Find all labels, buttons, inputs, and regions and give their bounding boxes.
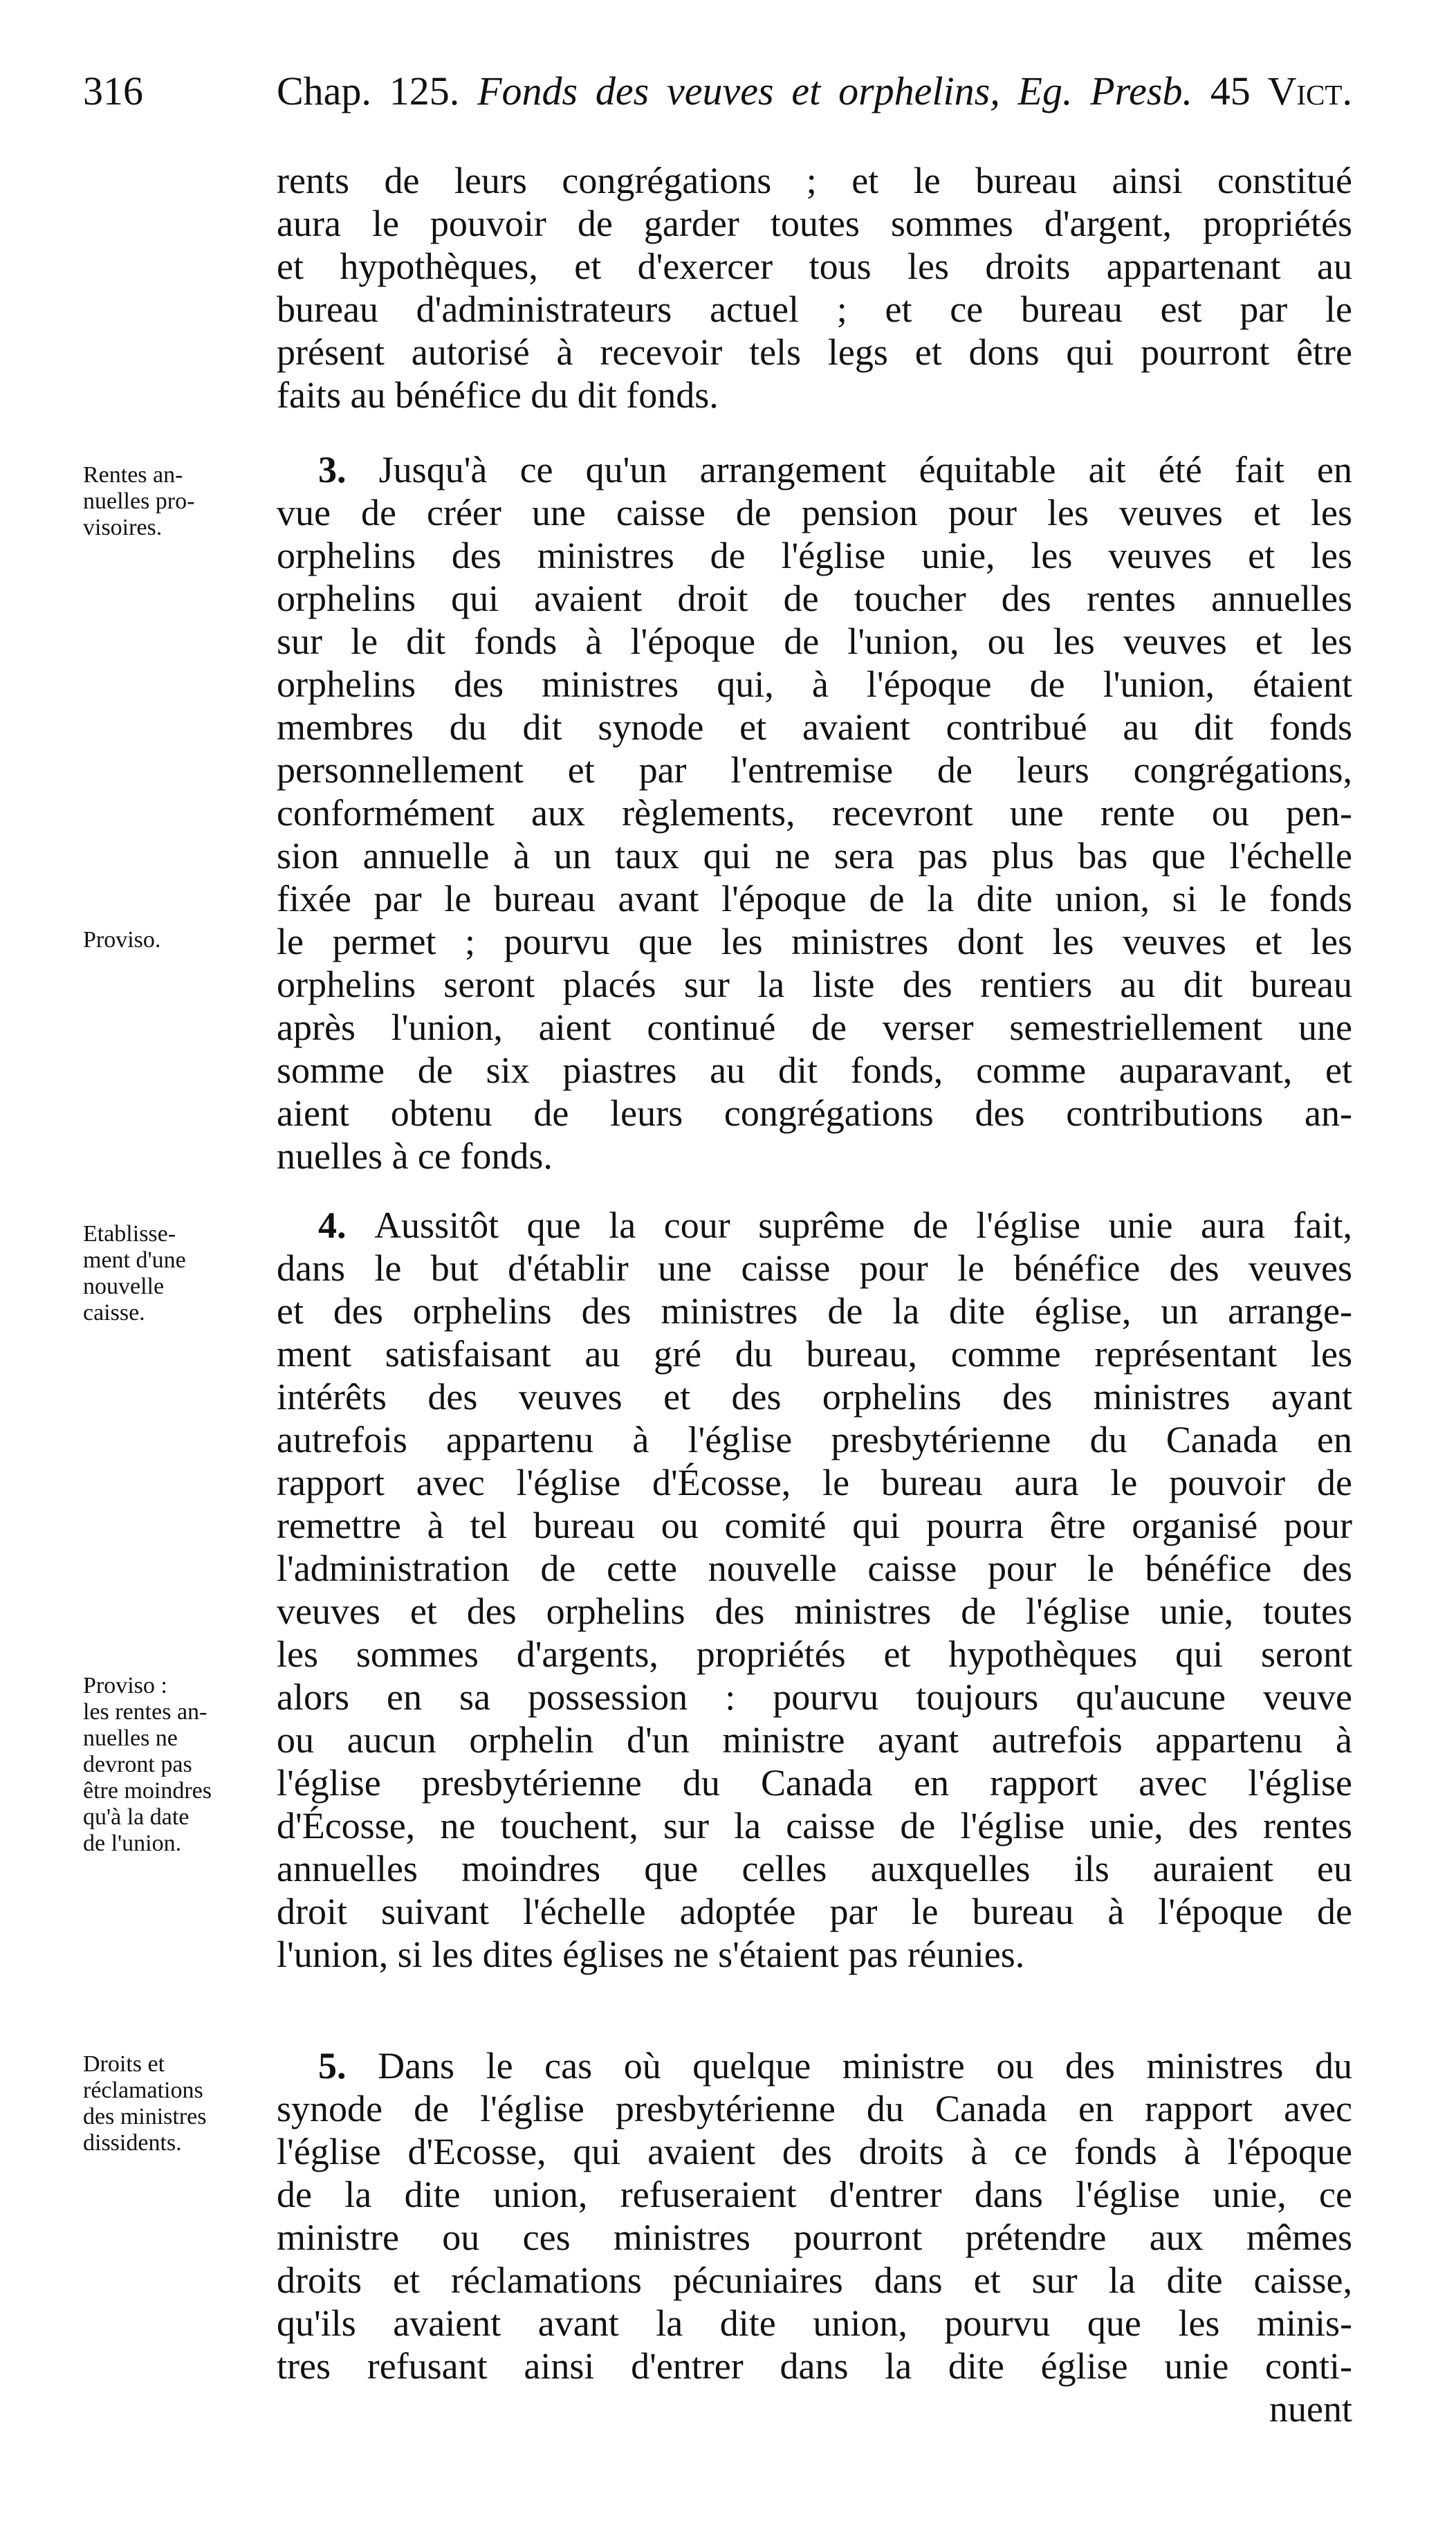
text-line: orphelins seront placés sur la liste des rentiers au dit bureau	[277, 964, 1352, 1005]
margin-note-line: être moindres	[83, 1778, 212, 1804]
margin-note-line: nuelles ne	[83, 1725, 178, 1751]
margin-note-line: qu'à la date	[83, 1804, 190, 1830]
section-number: 3.	[318, 449, 379, 491]
text-line: l'église presbytérienne du Canada en rapport avec l'église	[277, 1762, 1352, 1804]
paragraph-p0	[277, 159, 1352, 416]
catchword: nuent	[1269, 2388, 1352, 2430]
chapter-label: Chap. 125.	[277, 68, 460, 113]
text-line: vue de créer une caisse de pension pour les veuves et les	[277, 492, 1352, 533]
margin-note-line: de l'union.	[83, 1831, 182, 1856]
text-line: ment satisfaisant au gré du bureau, comme représentant les	[277, 1333, 1352, 1375]
text-line: de la dite union, refuseraient d'entrer dans l'église unie, ce	[277, 2174, 1352, 2215]
text-line: après l'union, aient continué de verser semestriellement une	[277, 1007, 1352, 1048]
text-line: aura le pouvoir de garder toutes sommes d'argent, propriétés	[277, 203, 1352, 244]
section-text: Jusqu'à ce qu'un arrangement équitable ait été fait en	[378, 449, 1352, 491]
text-line: remettre à tel bureau ou comité qui pourra être organisé pour	[277, 1505, 1352, 1546]
text-line	[277, 1204, 1352, 1247]
margin-note-line: caisse.	[83, 1300, 145, 1326]
margin-note-n3	[83, 1221, 270, 1326]
margin-note-line: visoires.	[83, 515, 163, 540]
section-number: 5.	[318, 2045, 378, 2087]
section-text: Dans le cas où quelque ministre ou des ministres du	[378, 2045, 1352, 2087]
text-line: qu'ils avaient avant la dite union, pourvu que les minis-	[277, 2302, 1352, 2344]
text-line: annuelles moindres que celles auxquelles ils auraient eu	[277, 1848, 1352, 1889]
text-line: dans le but d'établir une caisse pour le bénéfice des veuves	[277, 1247, 1352, 1289]
text-line: autrefois appartenu à l'église presbytérienne du Canada en	[277, 1419, 1352, 1460]
text-line: bureau d'administrateurs actuel ; et ce bureau est par le	[277, 288, 1352, 330]
margin-note-n5	[83, 2051, 270, 2156]
text-line: le permet ; pourvu que les ministres dont les veuves et les	[277, 921, 1352, 962]
margin-note-line: dissidents.	[83, 2130, 182, 2156]
section-text: Aussitôt que la cour suprême de l'église unie aura fait,	[374, 1204, 1352, 1246]
section-number: 4.	[318, 1204, 375, 1246]
text-line: faits au bénéfice du dit fonds.	[277, 374, 719, 416]
text-line: conformément aux règlements, recevront une rente ou pen-	[277, 792, 1352, 834]
text-line: l'administration de cette nouvelle caisse pour le bénéfice des	[277, 1548, 1352, 1589]
margin-note-line: nouvelle	[83, 1274, 165, 1299]
text-line: et des orphelins des ministres de la dite église, un arrange-	[277, 1290, 1352, 1332]
paragraph-p3	[277, 448, 1352, 1177]
text-line: personnellement et par l'entremise de leurs congrégations,	[277, 749, 1352, 791]
margin-note-line: ment d'une	[83, 1247, 186, 1273]
page-number: 316	[83, 68, 143, 113]
margin-note-line: Rentes an-	[83, 462, 183, 488]
text-line: rents de leurs congrégations ; et le bureau ainsi constitué	[277, 160, 1352, 201]
text-line: aient obtenu de leurs congrégations des contributions an-	[277, 1092, 1352, 1134]
text-line: alors en sa possession : pourvu toujours qu'aucune veuve	[277, 1676, 1352, 1718]
margin-note-line: nuelles pro-	[83, 488, 195, 514]
text-line: et hypothèques, et d'exercer tous les droits appartenant au	[277, 246, 1352, 287]
text-line: sur le dit fonds à l'époque de l'union, ou les veuves et les	[277, 621, 1352, 662]
text-line: veuves et des orphelins des ministres de l'église unie, toutes	[277, 1591, 1352, 1632]
text-line: ou aucun orphelin d'un ministre ayant autrefois appartenu à	[277, 1719, 1352, 1761]
text-line: l'église d'Ecosse, qui avaient des droits à ce fonds à l'époque	[277, 2131, 1352, 2172]
text-line: droits et réclamations pécuniaires dans et sur la dite caisse,	[277, 2260, 1352, 2301]
text-line: synode de l'église presbytérienne du Canada en rapport avec	[277, 2088, 1352, 2129]
header-year: 45 Vict.	[1210, 68, 1353, 113]
text-line: orphelins qui avaient droit de toucher des rentes annuelles	[277, 578, 1352, 619]
text-line: présent autorisé à recevoir tels legs et dons qui pourront être	[277, 331, 1352, 373]
margin-note-line: Etablisse-	[83, 1221, 176, 1247]
margin-note-n4	[83, 1673, 270, 1857]
margin-note-line: les rentes an-	[83, 1699, 208, 1725]
paragraph-p5	[277, 2044, 1352, 2430]
text-line: l'union, si les dites églises ne s'étaient pas réunies.	[277, 1934, 1025, 1975]
margin-note-line: Proviso :	[83, 1673, 167, 1698]
text-line: orphelins des ministres de l'église unie, les veuves et les	[277, 535, 1352, 576]
text-line: rapport avec l'église d'Écosse, le bureau aura le pouvoir de	[277, 1462, 1352, 1503]
text-line	[277, 448, 1352, 491]
margin-note-line: réclamations	[83, 2078, 203, 2103]
paragraph-p4	[277, 1204, 1352, 1976]
margin-note-line: Proviso.	[83, 927, 161, 953]
margin-note-line: des ministres	[83, 2104, 207, 2129]
text-line: d'Écosse, ne touchent, sur la caisse de l'église unie, des rentes	[277, 1805, 1352, 1846]
text-line: intérêts des veuves et des orphelins des ministres ayant	[277, 1376, 1352, 1418]
text-line: somme de six piastres au dit fonds, comme auparavant, et	[277, 1049, 1352, 1091]
text-line: les sommes d'argents, propriétés et hypothèques qui seront	[277, 1633, 1352, 1675]
text-line: orphelins des ministres qui, à l'époque de l'union, étaient	[277, 663, 1352, 705]
margin-note-n2	[83, 927, 270, 953]
text-line: droit suivant l'échelle adoptée par le bureau à l'époque de	[277, 1891, 1352, 1932]
header-title: Fonds des veuves et orphelins, Eg. Presb.	[477, 68, 1192, 113]
text-line	[277, 2044, 1352, 2087]
text-line: sion annuelle à un taux qui ne sera pas plus bas que l'échelle	[277, 835, 1352, 877]
text-line: membres du dit synode et avaient contribué au dit fonds	[277, 706, 1352, 748]
margin-note-line: Droits et	[83, 2051, 165, 2077]
text-line: fixée par le bureau avant l'époque de la dite union, si le fonds	[277, 878, 1352, 919]
margin-note-n1	[83, 462, 270, 541]
text-line: tres refusant ainsi d'entrer dans la dite église unie conti-	[277, 2345, 1352, 2387]
text-line: ministre ou ces ministres pourront prétendre aux mêmes	[277, 2217, 1352, 2258]
text-line: nuelles à ce fonds.	[277, 1135, 553, 1177]
margin-note-line: devront pas	[83, 1752, 192, 1777]
